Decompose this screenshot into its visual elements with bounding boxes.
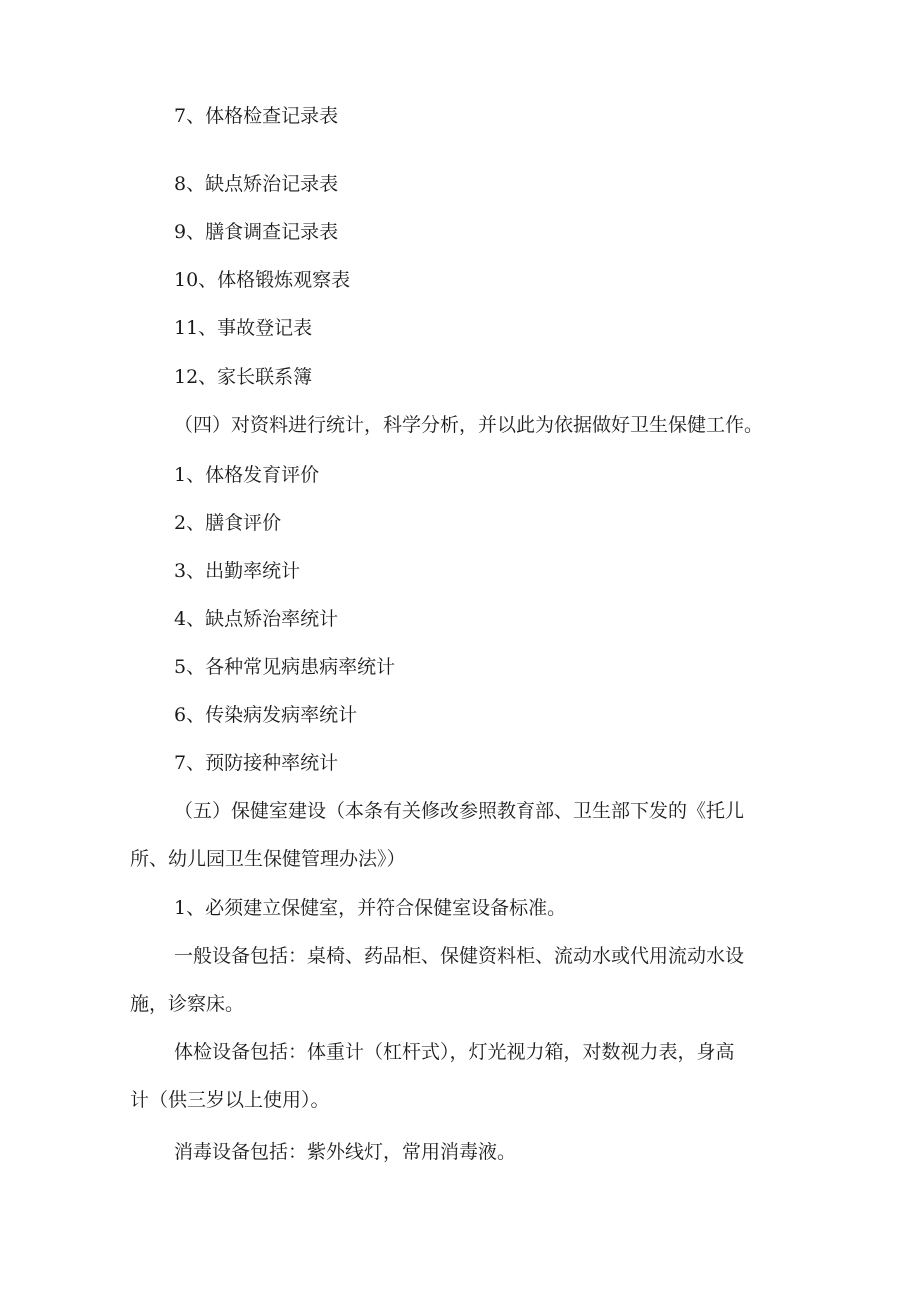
list-item-growth-evaluation: 1、体格发育评价 bbox=[174, 464, 320, 486]
list-item-diet-evaluation: 2、膳食评价 bbox=[174, 512, 282, 534]
section-heading-statistics: （四）对资料进行统计，科学分析，并以此为依据做好卫生保健工作。 bbox=[174, 414, 764, 436]
list-item-correction-rate-stat: 4、缺点矫治率统计 bbox=[174, 608, 339, 630]
paragraph-continuation-general-equipment: 施，诊察床。 bbox=[130, 993, 245, 1015]
list-item-defect-correction-record: 8、缺点矫治记录表 bbox=[174, 173, 339, 195]
paragraph-must-establish-room: 1、必须建立保健室，并符合保健室设备标准。 bbox=[174, 897, 567, 919]
section-heading-health-room: （五）保健室建设（本条有关修改参照教育部、卫生部下发的《托儿 bbox=[174, 800, 745, 822]
list-item-infectious-disease-stat: 6、传染病发病率统计 bbox=[174, 704, 358, 726]
list-item-attendance-stat: 3、出勤率统计 bbox=[174, 560, 301, 582]
list-item-vaccination-stat: 7、预防接种率统计 bbox=[174, 752, 339, 774]
paragraph-general-equipment: 一般设备包括：桌椅、药品柜、保健资料柜、流动水或代用流动水设 bbox=[174, 945, 745, 967]
list-item-physical-exam-record: 7、体格检查记录表 bbox=[174, 105, 339, 127]
list-item-accident-register: 11、事故登记表 bbox=[174, 317, 313, 339]
paragraph-continuation-health-room: 所、幼儿园卫生保健管理办法》） bbox=[130, 848, 406, 870]
list-item-parent-contact-book: 12、家长联系簿 bbox=[174, 366, 313, 388]
paragraph-disinfection-equipment: 消毒设备包括：紫外线灯，常用消毒液。 bbox=[174, 1141, 517, 1163]
paragraph-continuation-exam-equipment: 计（供三岁以上使用）。 bbox=[130, 1089, 330, 1111]
paragraph-exam-equipment: 体检设备包括：体重计（杠杆式），灯光视力箱，对数视力表，身高 bbox=[174, 1041, 735, 1063]
list-item-common-disease-stat: 5、各种常见病患病率统计 bbox=[174, 656, 396, 678]
list-item-exercise-observation: 10、体格锻炼观察表 bbox=[174, 269, 351, 291]
list-item-diet-survey-record: 9、膳食调查记录表 bbox=[174, 221, 339, 243]
